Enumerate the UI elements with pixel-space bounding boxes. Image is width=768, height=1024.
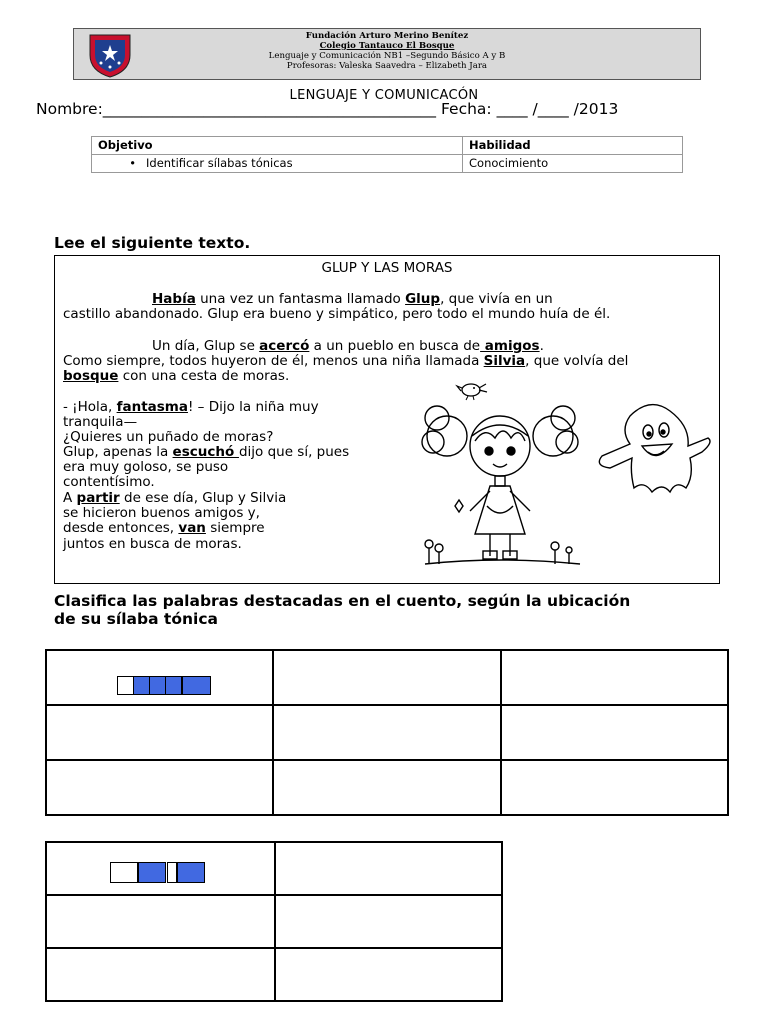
story-title: GLUP Y LAS MORAS <box>321 260 453 276</box>
school-header <box>73 28 701 80</box>
story-line-14: desde entonces, van siempre <box>63 520 265 536</box>
answer-cell[interactable] <box>275 948 502 1001</box>
stressed-syllable-box <box>177 862 205 883</box>
story-line-11: contentísimo. <box>63 474 155 490</box>
name-date-line[interactable]: Nombre:___________________________________________ Fecha: ____ /____ /2013 <box>36 100 619 118</box>
story-line-5: bosque con una cesta de moras. <box>63 368 290 384</box>
stressed-syllable-box <box>149 676 166 695</box>
story-line-3: Un día, Glup se acercó a un pueblo en busca de amigos. <box>152 338 544 354</box>
story-line-6: - ¡Hola, fantasma! – Dijo la niña muy <box>63 399 319 415</box>
page-title: LENGUAJE Y COMUNICACÓN <box>289 88 479 103</box>
answer-cell[interactable] <box>275 842 502 895</box>
story-line-1: Había una vez un fantasma llamado Glup, que vivía en un <box>152 291 553 307</box>
unstressed-syllable-box <box>167 862 177 883</box>
classify-instruction: Clasifica las palabras destacadas en el cuento, según la ubicación de su sílaba tónica <box>54 592 631 628</box>
story-line-12: A partir de ese día, Glup y Silvia <box>63 490 287 506</box>
objective-table <box>91 136 683 173</box>
story-line-10: era muy goloso, se puso <box>63 459 229 475</box>
stressed-syllable-box <box>138 862 166 883</box>
answer-cell[interactable] <box>273 705 500 760</box>
story-line-4: Como siempre, todos huyeron de él, menos una niña llamada Silvia, que volvía del <box>63 353 629 369</box>
story-line-2: castillo abandonado. Glup era bueno y simpático, pero todo el mundo huía de él. <box>63 306 611 322</box>
story-line-13: se hicieron buenos amigos y, <box>63 505 260 521</box>
read-instruction: Lee el siguiente texto. <box>54 234 251 252</box>
course-name: Lenguaje y Comunicación NB1 –Segundo Básico A y B <box>268 51 506 61</box>
skill-cell: Conocimiento <box>463 155 683 173</box>
objective-text: Identificar sílabas tónicas <box>146 156 293 170</box>
answer-cell[interactable] <box>501 760 728 815</box>
grid1-header-cell <box>46 650 273 705</box>
stressed-syllable-box <box>133 676 150 695</box>
objective-header: Objetivo <box>92 137 463 155</box>
answer-cell[interactable] <box>273 650 500 705</box>
answer-cell[interactable] <box>501 650 728 705</box>
keyword: bosque <box>63 368 119 384</box>
answer-cell[interactable] <box>275 895 502 948</box>
answer-cell[interactable] <box>46 948 275 1001</box>
school-name: Colegio Tantauco El Bosque <box>319 41 455 51</box>
story-line-7: tranquila— <box>63 414 138 430</box>
grid2-header-cell <box>46 842 275 895</box>
objective-cell <box>92 155 463 173</box>
story-box <box>54 255 720 584</box>
keyword: Glup <box>405 291 441 307</box>
keyword: fantasma <box>116 399 188 415</box>
keyword: Había <box>152 291 196 307</box>
keyword: acercó <box>259 338 310 354</box>
keyword: partir <box>76 490 120 506</box>
unstressed-syllable-box <box>110 862 138 883</box>
answer-cell[interactable] <box>273 760 500 815</box>
ghost-illustration <box>590 396 718 500</box>
keyword: amigos <box>480 338 540 354</box>
unstressed-syllable-box <box>117 676 134 695</box>
keyword: escuchó <box>172 444 239 460</box>
answer-cell[interactable] <box>46 760 273 815</box>
teachers-line: Profesoras: Valeska Saavedra – Elizabeth Jara <box>286 61 488 71</box>
story-line-8: ¿Quieres un puñado de moras? <box>63 429 274 445</box>
answer-cell[interactable] <box>46 895 275 948</box>
foundation-name: Fundación Arturo Merino Benítez <box>305 31 469 41</box>
skill-header: Habilidad <box>463 137 683 155</box>
stressed-syllable-box <box>182 676 211 695</box>
keyword: Silvia <box>483 353 526 369</box>
story-line-15: juntos en busca de moras. <box>63 536 242 552</box>
answer-cell[interactable] <box>501 705 728 760</box>
story-line-9: Glup, apenas la escuchó dijo que sí, pues <box>63 444 350 460</box>
classification-grid-1 <box>45 649 729 816</box>
girl-illustration <box>415 396 585 574</box>
keyword: van <box>178 520 206 536</box>
stressed-syllable-box <box>165 676 182 695</box>
classification-grid-2 <box>45 841 503 1002</box>
answer-cell[interactable] <box>46 705 273 760</box>
bullet: • <box>129 156 136 170</box>
